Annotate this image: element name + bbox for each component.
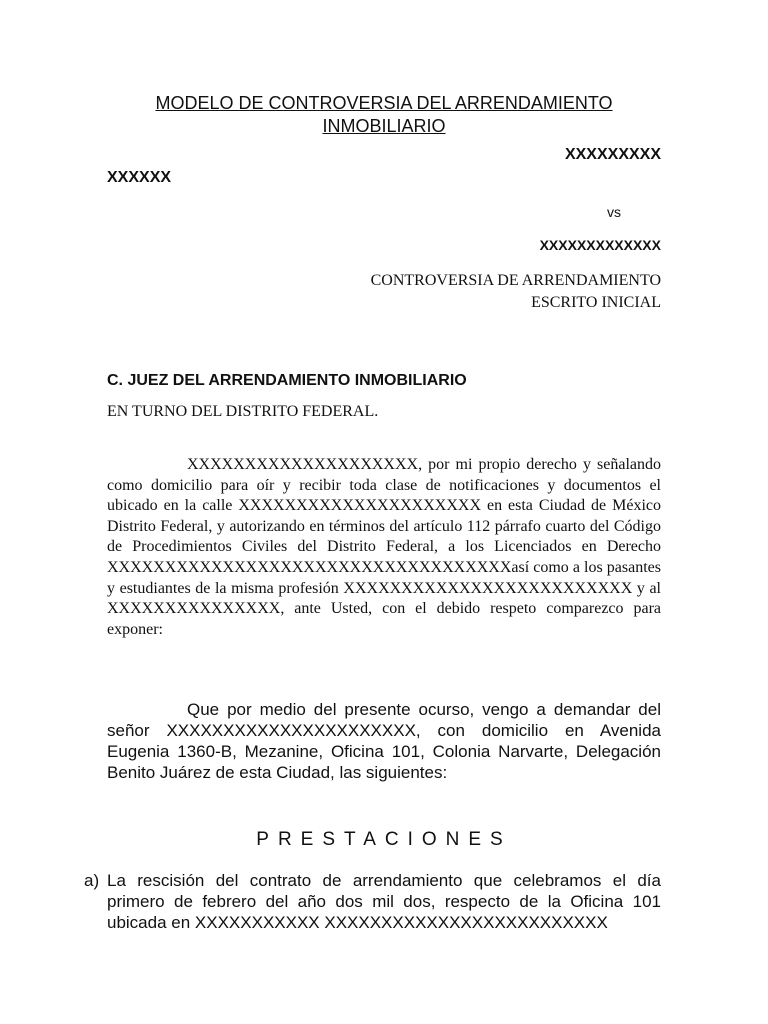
defendant-name: XXXXXXXXXXXXX — [539, 237, 661, 253]
intro-paragraph: XXXXXXXXXXXXXXXXXXXX, por mi propio derecho y señalando como domicilio para oír y recibir toda clase de notificaciones y documentos el ubicado en la calle XXXXXXXXXXXXXXXXXXXXX en esta Ciudad de México Distrito Federal, y autorizando en términos del artículo 112 párrafo cuarto del Código de Procedimientos Civiles del Distrito Federal, a los Licenciados en Derecho XXXXXXXXXXXXXXXXXXXXXXXXXXXXXXXXXXXasí como a los pasantes y estudiantes de la misma profesión XXXXXXXXXXXXXXXXXXXXXXXXX y al XXXXXXXXXXXXXXX, ante Usted, con el debido respeto comparezco para exponer: — [107, 456, 661, 638]
document-title: MODELO DE CONTROVERSIA DEL ARRENDAMIENTO INMOBILIARIO — [155, 93, 613, 136]
demand-paragraph: Que por medio del presente ocurso, vengo a demandar del señor XXXXXXXXXXXXXXXXXXXXXX, con domicilio en Avenida Eugenia 1360-B, Mezanine, Oficina 101, Colonia Narvarte, Delegación Benito Juárez de esta Ciudad, las siguientes: — [107, 700, 661, 782]
plaintiff-name-continued: XXXXXX — [107, 169, 172, 186]
plaintiff-name: XXXXXXXXX — [564, 146, 661, 163]
list-item-label: a) — [84, 871, 100, 890]
versus-label: vs — [607, 204, 621, 220]
district-line: EN TURNO DEL DISTRITO FEDERAL. — [107, 403, 379, 420]
caption-line-1: CONTROVERSIA DE ARRENDAMIENTO — [370, 272, 661, 289]
case-caption — [371, 270, 661, 314]
caption-line-2: ESCRITO INICIAL — [531, 294, 661, 311]
list-item-text: La rescisión del contrato de arrendamiento que celebramos el día primero de febrero del año dos mil dos, respecto de la Oficina 101 ubicada en XXXXXXXXXXX XXXXXXXXXXXXXXXXXXXXXXXXX — [107, 871, 661, 932]
judge-addressee: C. JUEZ DEL ARRENDAMIENTO INMOBILIARIO — [107, 372, 467, 389]
section-heading: PRESTACIONES — [256, 829, 512, 850]
list-item — [84, 870, 661, 933]
